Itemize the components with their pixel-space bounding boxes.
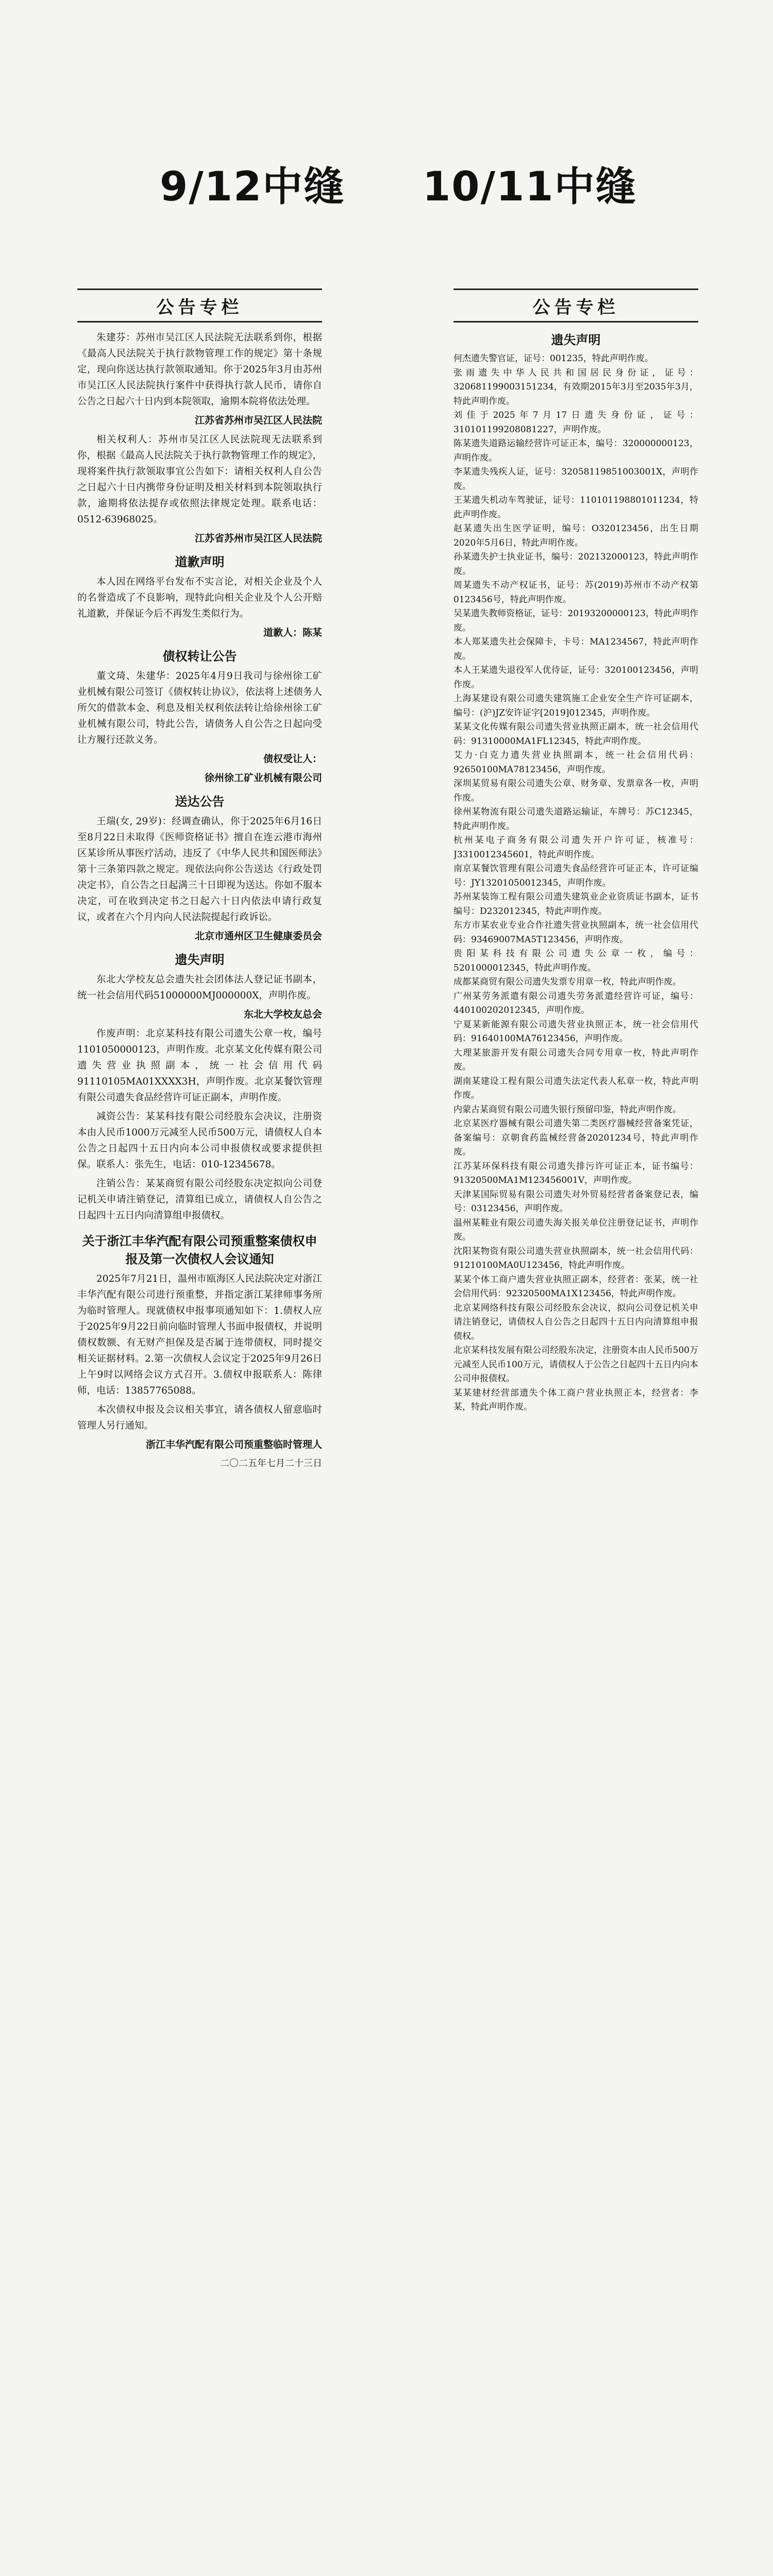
notice-signature: 道歉人：陈某 — [263, 627, 322, 638]
list-item: 内蒙古某商贸有限公司遗失银行预留印鉴，特此声明作废。 — [453, 1104, 681, 1115]
list-item: 张雨遗失中华人民共和国居民身份证，证号：320681199003151234，有效期2015年3月至2035年3月，特此声明作废。 — [453, 367, 698, 406]
loss-notice-list — [453, 352, 698, 1415]
list-item: 杭州某电子商务有限公司遗失开户许可证，核准号：J3310012345601，特此声明作废。 — [453, 835, 698, 860]
right-column-header: 公告专栏 — [453, 289, 698, 323]
list-item: 何杰遗失警官证，证号：001235，特此声明作废。 — [453, 353, 653, 364]
list-item: 本人王某遗失退役军人优待证，证号：320100123456，声明作废。 — [453, 665, 698, 690]
section-title: 道歉声明 — [175, 555, 225, 569]
notice-void: 作废声明：北京某科技有限公司遗失公章一枚，编号1101050000123，声明作废。北京某文化传媒有限公司遗失营业执照副本，统一社会信用代码91110105MA01XXXX3H，声明作废。北京某餐饮管理有限公司遗失食品经营许可证正副本，声明作废。 — [77, 1028, 322, 1103]
right-page-label: 10/11中缝 — [423, 164, 637, 210]
notice-service: 王瑞(女, 29岁)：经调查确认，你于2025年6月16日至8月22日未取得《医师资格证书》擅自在连云港市海州区某诊所从事医疗活动，违反了《中华人民共和国医师法》第十三条第四款之规定。现依法向你公告送达《行政处罚决定书》，自公告之日起满三十日即视为送达。你如不服本决定，可在收到决定书之日起六十日内依法申请行政复议，或者在六个月内向人民法院提起行政诉讼。 — [77, 816, 322, 923]
list-item: 刘佳于2025年7月17日遗失身份证，证号：310101199208081227，声明作废。 — [453, 410, 698, 435]
list-item: 某某个体工商户遗失营业执照正副本，经营者：张某，统一社会信用代码：92320500MA1X123456，特此声明作废。 — [453, 1274, 698, 1299]
notice-capital-reduction: 减资公告：某某科技有限公司经股东会决议，注册资本由人民币1000万元减至人民币500万元，请债权人自本公告之日起四十五日内向本公司申报债权或要求提供担保。联系人：张先生，电话：010-12345678。 — [77, 1111, 322, 1170]
list-item: 大理某旅游开发有限公司遗失合同专用章一枚，特此声明作废。 — [453, 1047, 698, 1072]
notice-signature: 江苏省苏州市吴江区人民法院 — [194, 415, 322, 426]
list-item: 徐州某物流有限公司遗失道路运输证，车牌号：苏C12345，特此声明作废。 — [453, 807, 698, 832]
notice-date: 二〇二五年七月二十三日 — [220, 1458, 322, 1469]
list-item: 周某遗失不动产权证书，证号：苏(2019)苏州市不动产权第0123456号，特此声明作废。 — [453, 580, 698, 605]
notice-signature: 徐州徐工矿业机械有限公司 — [204, 772, 322, 784]
list-item: 北京某医疗器械有限公司遗失第二类医疗器械经营备案凭证，备案编号：京朝食药监械经营备20201234号，特此声明作废。 — [453, 1118, 698, 1157]
section-title: 送达公告 — [175, 794, 225, 809]
left-column — [77, 289, 322, 2576]
list-item: 某某建材经营部遗失个体工商户营业执照正本，经营者：李某，特此声明作废。 — [453, 1387, 698, 1412]
list-item: 温州某鞋业有限公司遗失海关报关单位注册登记证书，声明作废。 — [453, 1217, 698, 1242]
list-item: 江苏某环保科技有限公司遗失排污许可证正本，证书编号：91320500MA1M123456001V，声明作废。 — [453, 1161, 698, 1185]
list-item: 成都某商贸有限公司遗失发票专用章一枚，特此声明作废。 — [453, 977, 681, 987]
list-item: 王某遗失机动车驾驶证，证号：110101198801011234，特此声明作废。 — [453, 495, 698, 520]
list-item: 北京某科技发展有限公司经股东决定，注册资本由人民币500万元减至人民币100万元，请债权人于公告之日起四十五日内向本公司申报债权。 — [453, 1345, 698, 1384]
notice-signature: 债权受让人： — [263, 753, 322, 765]
notice-restructuring-note: 本次债权申报及会议相关事宜，请各债权人留意临时管理人另行通知。 — [77, 1404, 322, 1431]
notice-signature: 东北大学校友总会 — [243, 1009, 322, 1020]
list-item: 贵阳某科技有限公司遗失公章一枚，编号：5201000012345，特此声明作废。 — [453, 948, 698, 973]
section-title: 关于浙江丰华汽配有限公司预重整案债权申报及第一次债权人会议通知 — [82, 1234, 317, 1266]
left-column-header: 公告专栏 — [77, 289, 322, 323]
list-item: 深圳某贸易有限公司遗失公章、财务章、发票章各一枚，声明作废。 — [453, 778, 698, 803]
notice-signature: 江苏省苏州市吴江区人民法院 — [194, 533, 322, 544]
list-item: 孙某遗失护士执业证书，编号：202132000123，特此声明作废。 — [453, 552, 698, 577]
notice-signature: 北京市通州区卫生健康委员会 — [194, 930, 322, 942]
list-item: 东方市某农业专业合作社遗失营业执照副本，统一社会信用代码：93469007MA5T123456，声明作废。 — [453, 920, 698, 945]
list-item: 天津某国际贸易有限公司遗失对外贸易经营者备案登记表，编号：03123456，声明作废。 — [453, 1189, 698, 1214]
list-item: 沈阳某物资有限公司遗失营业执照副本，统一社会信用代码：91210100MA0U123456，特此声明作废。 — [453, 1246, 698, 1270]
list-item: 广州某劳务派遣有限公司遗失劳务派遣经营许可证，编号：440100202012345，声明作废。 — [453, 991, 698, 1015]
list-item: 苏州某装饰工程有限公司遗失建筑业企业资质证书副本，证书编号：D232012345，特此声明作废。 — [453, 892, 698, 917]
list-item: 本人郑某遗失社会保障卡，卡号：MA1234567，特此声明作废。 — [453, 637, 698, 662]
notice-deregistration: 注销公告：某某商贸有限公司经股东决定拟向公司登记机关申请注销登记，清算组已成立，请债权人自公告之日起四十五日内向清算组申报债权。 — [77, 1178, 322, 1221]
section-title: 遗失声明 — [175, 953, 225, 967]
list-item: 陈某遗失道路运输经营许可证正本，编号：320000000123，声明作废。 — [453, 438, 698, 463]
list-item: 李某遗失残疾人证，证号：32058119851003001X，声明作废。 — [453, 467, 698, 492]
notice-fund-claim: 相关权利人：苏州市吴江区人民法院现无法联系到你，根据《最高人民法院关于执行款物管理工作的规定》，现将案件执行款领取事宜公告如下：请相关权利人自公告之日起六十日内携带身份证明及相关材料到本院领取执行款，逾期将依法提存或依照法律规定处理。联系电话：0512-63968025。 — [77, 434, 322, 525]
list-item: 某某文化传媒有限公司遗失营业执照正副本，统一社会信用代码：91310000MA1FL12345，特此声明作废。 — [453, 722, 698, 747]
list-item: 艾力·白克力遗失营业执照副本，统一社会信用代码：92650100MA78123456，声明作废。 — [453, 750, 698, 775]
list-item: 北京某网络科技有限公司经股东会决议，拟向公司登记机关申请注销登记，请债权人自公告之日起四十五日内向清算组申报债权。 — [453, 1302, 698, 1342]
section-title: 遗失声明 — [551, 333, 601, 347]
list-item: 吴某遗失教师资格证，证号：20193200000123，特此声明作废。 — [453, 608, 698, 633]
list-item: 南京某餐饮管理有限公司遗失食品经营许可证正本，许可证编号：JY13201050012345，声明作废。 — [453, 863, 698, 888]
notice-signature: 浙江丰华汽配有限公司预重整临时管理人 — [145, 1439, 322, 1450]
notice-fund-claim: 朱建芬：苏州市吴江区人民法院无法联系到你，根据《最高人民法院关于执行款物管理工作的规定》第十条规定，现向你送达执行款领取通知。你于2025年3月由苏州市吴江区人民法院执行案件中获得执行款人民币，请你自公告之日起六十日内到本院领取，逾期本院将依法处理。 — [77, 332, 322, 407]
section-title: 债权转让公告 — [162, 649, 237, 664]
list-item: 赵某遗失出生医学证明，编号：O320123456，出生日期2020年5月6日，特此声明作废。 — [453, 523, 698, 548]
left-page-label: 9/12中缝 — [160, 164, 345, 210]
notice-loss: 东北大学校友总会遗失社会团体法人登记证书副本，统一社会信用代码51000000MJ000000X，声明作废。 — [77, 974, 322, 1001]
list-item: 宁夏某新能源有限公司遗失营业执照正本，统一社会信用代码：91640100MA76123456，声明作废。 — [453, 1019, 698, 1044]
notice-apology: 本人因在网络平台发布不实言论，对相关企业及个人的名誉造成了不良影响，现特此向相关企业及个人公开赔礼道歉，并保证今后不再发生类似行为。 — [77, 577, 322, 619]
notice-debt-transfer: 董文琦、朱建华：2025年4月9日我司与徐州徐工矿业机械有限公司签订《债权转让协议》，依法将上述债务人所欠的借款本金、利息及相关权利依法转让给徐州徐工矿业机械有限公司，特此公告，请债务人自公告之日起向受让方履行还款义务。 — [77, 671, 322, 745]
notice-restructuring: 2025年7月21日，温州市瓯海区人民法院决定对浙江丰华汽配有限公司进行预重整，并指定浙江某律师事务所为临时管理人。现就债权申报事项通知如下：1.债权人应于2025年9月22日前向临时管理人书面申报债权，并说明债权数额、有无财产担保及是否属于连带债权，同时提交相关证据材料。2.第一次债权人会议定于2025年9月26日上午9时以网络会议方式召开。3.债权申报联系人：陈律师，电话：13857765088。 — [77, 1274, 322, 1396]
list-item: 上海某建设有限公司遗失建筑施工企业安全生产许可证副本，编号：(沪)JZ安许证字[2019]012345，声明作废。 — [453, 693, 698, 718]
right-column — [453, 289, 698, 2576]
list-item: 湖南某建设工程有限公司遗失法定代表人私章一枚，特此声明作废。 — [453, 1076, 698, 1100]
